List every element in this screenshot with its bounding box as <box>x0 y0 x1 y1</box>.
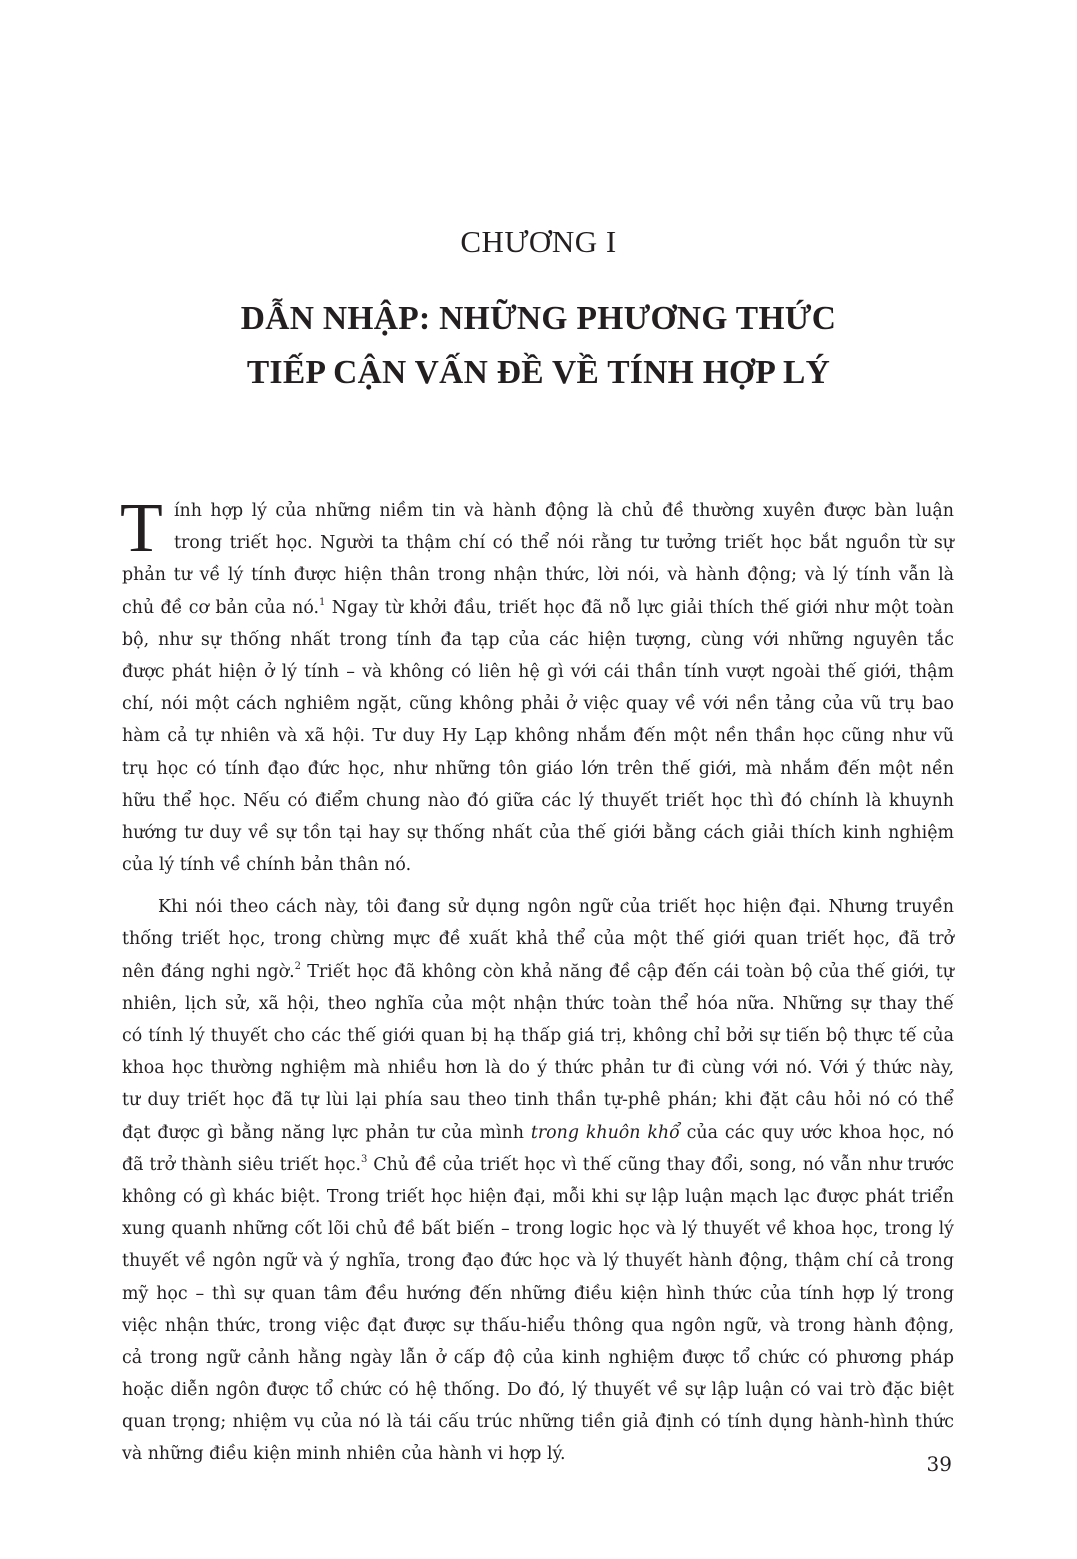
text-line: bộ, như sự thống nhất trong tính đa tạp của các hiện tượng, cùng với những nguyên tắc <box>122 629 954 650</box>
text-line: trụ học có tính đạo đức học, như những tôn giáo lớn trên thế giới, mà nhắm đến một nền <box>122 758 954 779</box>
text-line: việc nhận thức, trong việc đạt được sự thấu-hiểu thông qua ngôn ngữ, và trong hành động, <box>122 1315 954 1336</box>
text-line: Khi nói theo cách này, tôi đang sử dụng ngôn ngữ của triết học hiện đại. Nhưng truyền <box>158 897 954 918</box>
text-line: phản tư về lý tính được hiện thân trong nhận thức, lời nói, và hành động; và lý tính vẫn là <box>122 565 954 586</box>
chapter-label: CHƯƠNG I <box>460 224 617 259</box>
footnote-marker: 3 <box>361 1153 368 1165</box>
text-line <box>122 1149 954 1181</box>
body-text <box>120 490 955 1471</box>
text-line: được phát hiện ở lý tính – và không có liên hệ gì với cái thần tính vượt ngoài thế giới, thậm <box>122 661 954 682</box>
text-line <box>122 1117 954 1149</box>
text-line: thống triết học, trong chừng mực đề xuất khả thể của một thế giới quan triết học, đã trở <box>122 929 954 950</box>
text-segment: chủ đề cơ bản của nó. <box>122 597 320 618</box>
paragraph-2 <box>122 891 954 1470</box>
text-line: mỹ học – thì sự quan tâm đều hướng đến những điều kiện hình thức của tính hợp lý trong <box>122 1283 954 1304</box>
text-line: hướng tư duy về sự tồn tại hay sự thống nhất của thế giới bằng cách giải thích kinh nghiệm <box>122 822 954 843</box>
text-line: thuyết về ngôn ngữ và ý nghĩa, trong đạo đức học và lý thuyết hành động, thậm chí cả trong <box>122 1251 954 1272</box>
text-line <box>122 592 954 624</box>
text-line: xung quanh những cốt lõi chủ đề bất biến – trong logic học và lý thuyết về khoa học, trong lý <box>122 1219 954 1240</box>
text-line: hoặc diễn ngôn được tổ chức có hệ thống. Do đó, lý thuyết về sự lập luận có vai trò đặc biệt <box>122 1380 954 1401</box>
footnote-marker: 1 <box>319 596 326 608</box>
text-line: có tính lý thuyết cho các thế giới quan bị hạ thấp giá trị, không chỉ bởi sự tiến bộ thực tế của <box>122 1026 954 1046</box>
text-segment: nên đáng nghi ngờ. <box>122 961 295 982</box>
text-line: hữu thể học. Nếu có điểm chung nào đó giữa các lý thuyết triết học thì đó chính là khuynh <box>122 790 954 811</box>
paragraph-1 <box>120 490 954 881</box>
text-line: hàm cả tự nhiên và xã hội. Tư duy Hy Lạp không nhắm đến một nền thần học cũng như vũ <box>122 726 954 747</box>
text-line <box>122 956 954 988</box>
text-segment: Triết học đã không còn khả năng đề cập đến cái toàn bộ của thế giới, tự <box>301 961 954 982</box>
text-line: chí, nói một cách nghiêm ngặt, cũng không phải ở việc quay về với nền tảng của vũ trụ bao <box>122 694 954 715</box>
text-segment: Ngay từ khởi đầu, triết học đã nỗ lực giải thích thế giới như một toàn <box>325 597 954 618</box>
chapter-title <box>0 292 1077 400</box>
paragraph-gap <box>122 881 954 891</box>
text-segment: Chủ đề của triết học vì thế cũng thay đổi, song, nó vẫn như trước <box>367 1154 954 1175</box>
text-segment: đã trở thành siêu triết học. <box>122 1154 362 1175</box>
footnote-marker: 2 <box>294 960 302 972</box>
text-segment: đạt được gì bằng năng lực phản tư của mình <box>122 1122 531 1143</box>
chapter-title-line-1: DẪN NHẬP: NHỮNG PHƯƠNG THỨC <box>240 300 837 337</box>
text-line: nhiên, lịch sử, xã hội, theo nghĩa của một nhận thức toàn thể hóa nữa. Những sự thay thế <box>122 993 954 1014</box>
text-line: khoa học thường nghiệm mà nhiều hơn là do ý thức phản tư đi cùng với nó. Với ý thức này, <box>122 1058 954 1079</box>
text-line: ính hợp lý của những niềm tin và hành động là chủ đề thường xuyên được bàn luận <box>174 501 954 521</box>
text-line: quan trọng; nhiệm vụ của nó là tái cấu trúc những tiền giả định có tính dụng hành-hình thức <box>122 1412 954 1433</box>
page-number: 39 <box>926 1452 952 1476</box>
chapter-title-line-2: TIẾP CẬN VẤN ĐỀ VỀ TÍNH HỢP LÝ <box>246 354 831 391</box>
italic-phrase: trong khuôn khổ <box>530 1122 680 1143</box>
text-line: không có gì khác biệt. Trong triết học hiện đại, mỗi khi sự lập luận mạch lạc được phát triển <box>122 1186 954 1207</box>
text-line: tư duy triết học đã tự lùi lại phía sau theo tinh thần tự-phê phán; khi đặt câu hỏi nó có thể <box>122 1090 954 1111</box>
text-line: trong triết học. Người ta thậm chí có thể nói rằng tư tưởng triết học bắt nguồn từ sự <box>174 533 954 554</box>
text-line: của lý tính về chính bản thân nó. <box>122 855 412 876</box>
text-line: và những điều kiện minh nhiên của hành vi hợp lý. <box>122 1444 566 1465</box>
text-line: cả trong ngữ cảnh hằng ngày lẫn ở cấp độ của kinh nghiệm được tổ chức có phương pháp <box>122 1347 954 1368</box>
text-segment: của các quy ước khoa học, nó <box>679 1122 955 1143</box>
drop-cap: T <box>120 490 163 567</box>
